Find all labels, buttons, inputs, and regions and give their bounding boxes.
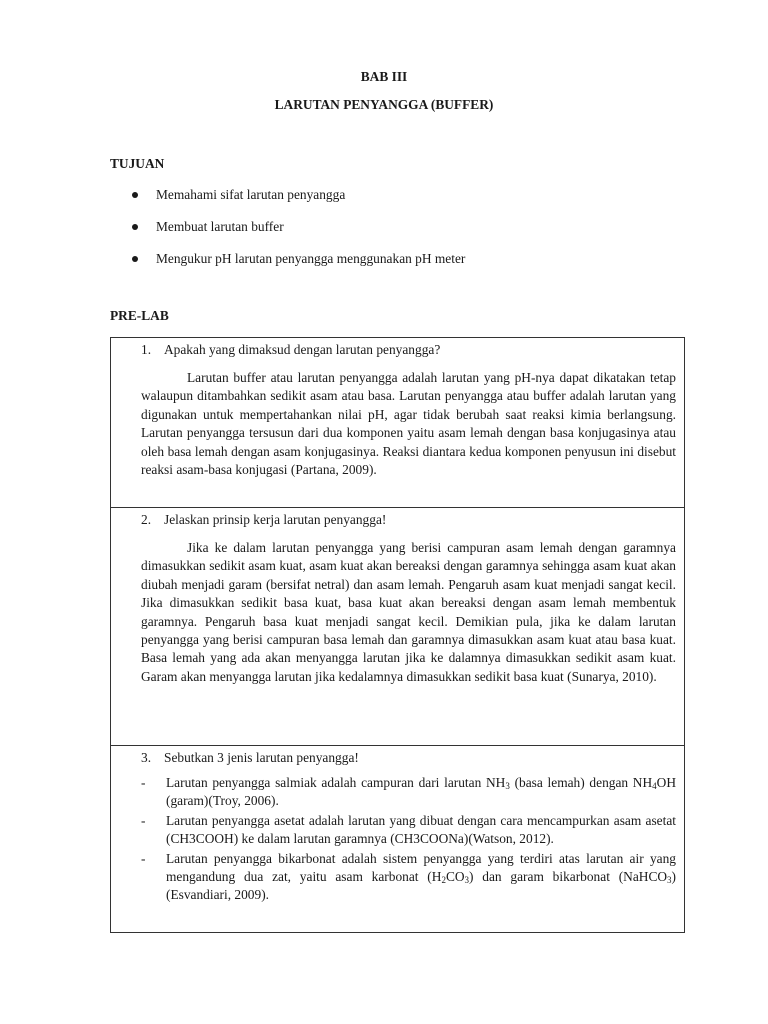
question-text: Jelaskan prinsip kerja larutan penyangga! bbox=[164, 512, 387, 527]
table-row bbox=[111, 746, 684, 932]
dash-marker: - bbox=[141, 812, 146, 828]
chapter-title: BAB III bbox=[360, 69, 408, 84]
table-row bbox=[111, 338, 684, 508]
bullet-icon bbox=[132, 192, 138, 198]
question-2 bbox=[141, 511, 676, 529]
question-number: 2. bbox=[141, 512, 152, 527]
tujuan-heading: TUJUAN bbox=[110, 156, 165, 171]
list-item bbox=[110, 217, 465, 249]
prelab-heading: PRE-LAB bbox=[110, 308, 169, 323]
answer-text: Jika ke dalam larutan penyangga yang berisi campuran asam lemah dengan garamnya dimasukkan sedikit asam kuat, asam kuat akan bereaksi dengan garamnya sehingga asam kuat akan diubah menjadi garam (bersifat netral) dan asam lemah. Pengaruh asam kuat menjadi sangat kecil. Jika dimasukkan sedikit basa kuat, basa kuat akan bereaksi dengan asam lemah membentuk garamnya. Pengaruh basa kuat menjadi sangat kecil. Demikian pula, jika ke dalam larutan penyangga yang berisi campuran basa lemah dan garamnya dimasukkan asam kuat atau basa kuat. Basa lemah yang ada akan menyangga larutan jika ke dalamnya dimasukkan sedikit asam kuat. Garam akan menyangga larutan jika kedalamnya dimasukkan sedikit basa kuat (Sunarya, 2010). bbox=[141, 540, 676, 684]
document-title: LARUTAN PENYANGGA (BUFFER) bbox=[274, 97, 494, 112]
list-item-text: Membuat larutan buffer bbox=[156, 219, 284, 234]
question-text: Apakah yang dimaksud dengan larutan penyangga? bbox=[164, 342, 441, 357]
table-row bbox=[111, 508, 684, 746]
list-item-text: Memahami sifat larutan penyangga bbox=[156, 187, 346, 202]
prelab-table bbox=[110, 337, 685, 933]
dash-marker: - bbox=[141, 775, 146, 790]
list-item bbox=[141, 812, 676, 849]
answer-2 bbox=[141, 539, 676, 686]
list-item bbox=[110, 249, 465, 281]
question-1 bbox=[141, 341, 676, 359]
bullet-icon bbox=[132, 256, 138, 262]
question-number: 1. bbox=[141, 342, 152, 357]
list-item-text: Larutan penyangga asetat adalah larutan yang dibuat dengan cara mencampurkan asam asetat (CH3COOH) ke dalam larutan garamnya (CH3COONa)(Watson, 2012). bbox=[166, 812, 676, 847]
list-item: - Larutan penyangga bikarbonat adalah sistem penyangga yang terdiri atas larutan air yang mengandung dua zat, yaitu asam karbonat $(H_2CO_3)$ dan garam bikarbonat (NaHCO$_3$) (Esvandiari, 2009). bbox=[141, 850, 677, 903]
tujuan-list bbox=[110, 185, 465, 281]
question-text: Sebutkan 3 jenis larutan penyangga! bbox=[164, 750, 359, 765]
bullet-icon bbox=[132, 224, 138, 230]
answer-1 bbox=[141, 369, 676, 479]
list-item bbox=[110, 185, 465, 217]
question-number: 3. bbox=[141, 750, 152, 765]
list-item-text: Mengukur pH larutan penyangga menggunakan pH meter bbox=[156, 251, 466, 266]
answer-text: Larutan buffer atau larutan penyangga adalah larutan yang pH-nya dapat dikatakan tetap walaupun ditambahkan sedikit asam atau basa. Larutan penyangga atau buffer adalah larutan yang digunakan untuk mempertahankan nilai pH, agar tidak berubah saat reaksi kimia berlangsung. Larutan penyangga tersusun dari dua komponen yaitu asam lemah dengan basa konjugasinya atau oleh basa lemah dengan asam konjugasinya. Reaksi diantara kedua komponen penyusun ini disebut reaksi asam-basa konjugasi (Partana, 2009). bbox=[141, 370, 676, 478]
dash-marker: - bbox=[141, 850, 146, 866]
list-item: - Larutan penyangga salmiak adalah campuran dari larutan $NH_3$ (basa lemah) dengan $NH_4OH$ (garam)(Troy, 2006). bbox=[141, 775, 676, 809]
buffer-types-list bbox=[141, 774, 676, 905]
question-3 bbox=[141, 749, 676, 767]
